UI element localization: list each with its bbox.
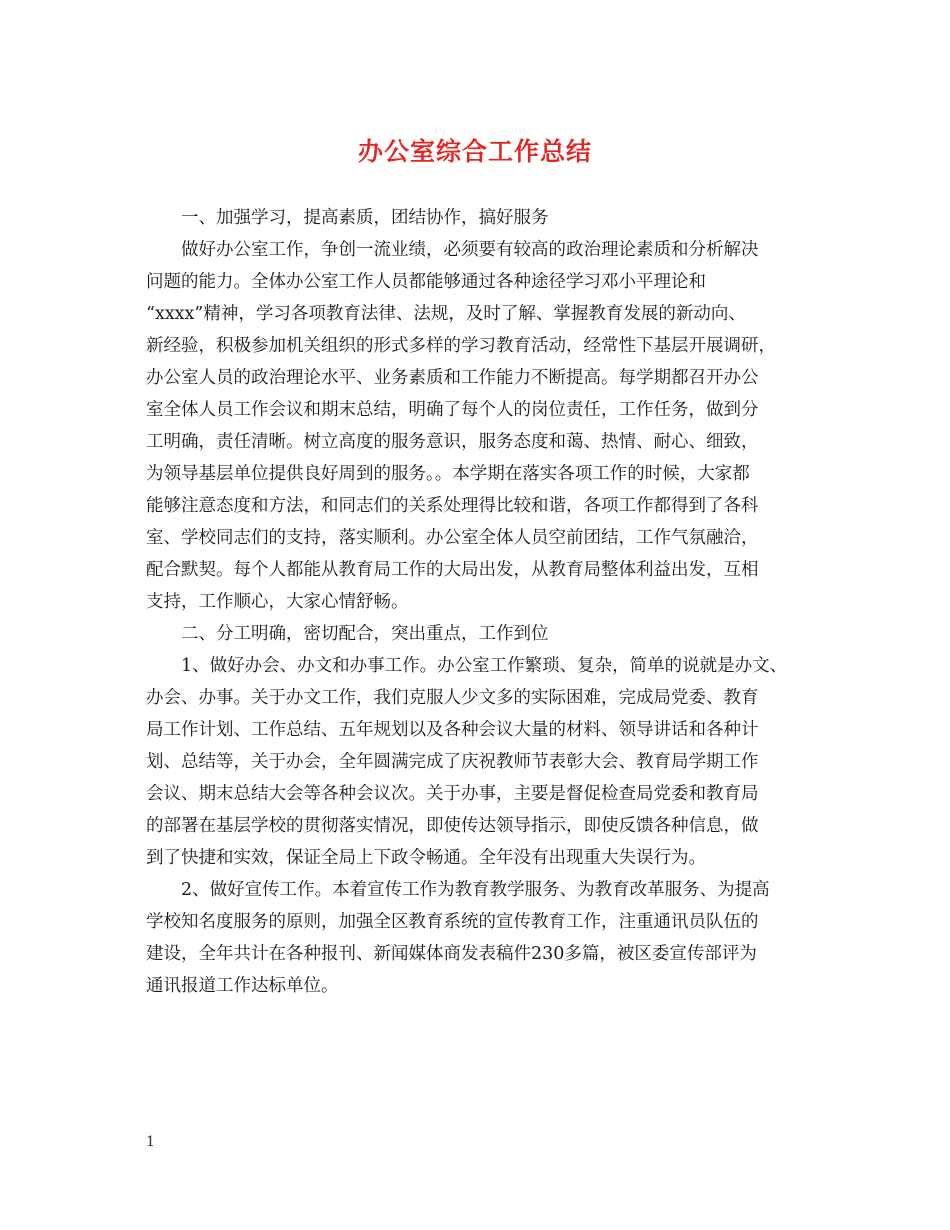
document-title: 办公室综合工作总结	[357, 137, 592, 166]
body-line: 能够注意态度和方法，和同志们的关系处理得比较和谐，各项工作都得到了各科	[146, 496, 759, 516]
body-line: 1、做好办会、办文和办事工作。办公室工作繁琐、复杂，简单的说就是办文、	[181, 656, 788, 676]
section-heading: 二、分工明确，密切配合，突出重点，工作到位	[181, 624, 549, 644]
body-line: 办公室人员的政治理论水平、业务素质和工作能力不断提高。每学期都召开办公	[146, 368, 759, 388]
body-line: 室、学校同志们的支持，落实顺利。办公室全体人员空前团结，工作气氛融洽，	[146, 528, 759, 548]
body-line: 支持，工作顺心，大家心情舒畅。	[146, 592, 409, 612]
page-number: 1	[146, 1134, 155, 1150]
body-line: “xxxx”精神，学习各项教育法律、法规，及时了解、掌握教育发展的新动向、	[146, 304, 746, 324]
body-line: 配合默契。每个人都能从教育局工作的大局出发，从教育局整体利益出发，互相	[146, 560, 759, 580]
body-line: 到了快捷和实效，保证全局上下政令畅通。全年没有出现重大失误行为。	[146, 848, 706, 868]
body-line: 会议、期末总结大会等各种会议次。关于办事，主要是督促检查局党委和教育局	[146, 784, 759, 804]
body-line: 为领导基层单位提供良好周到的服务。。本学期在落实各项工作的时候，大家都	[146, 464, 750, 484]
body-line: 问题的能力。全体办公室工作人员都能够通过各种途径学习邓小平理论和	[146, 272, 706, 292]
body-line: 划、总结等，关于办会，全年圆满完成了庆祝教师节表彰大会、教育局学期工作	[146, 752, 759, 772]
body-line: 办会、办事。关于办文工作，我们克服人少文多的实际困难，完成局党委、教育	[146, 688, 759, 708]
body-line: 通讯报道工作达标单位。	[146, 976, 339, 996]
body-line: 建设，全年共计在各种报刊、新闻媒体商发表稿件230多篇，被区委宣传部评为	[146, 944, 757, 964]
body-line: 的部署在基层学校的贯彻落实情况，即使传达领导指示，即使反馈各种信息，做	[146, 816, 759, 836]
body-line: 学校知名度服务的原则，加强全区教育系统的宣传教育工作，注重通讯员队伍的	[146, 912, 759, 932]
body-line: 2、做好宣传工作。本着宣传工作为教育教学服务、为教育改革服务、为提高	[181, 880, 770, 900]
body-line: 室全体人员工作会议和期末总结，明确了每个人的岗位责任，工作任务，做到分	[146, 400, 759, 420]
body-line: 局工作计划、工作总结、五年规划以及各种会议大量的材料、领导讲话和各种计	[146, 720, 759, 740]
body-line: 新经验，积极参加机关组织的形式多样的学习教育活动，经常性下基层开展调研，	[146, 336, 776, 356]
body-line: 工明确，责任清晰。树立高度的服务意识，服务态度和蔼、热情、耐心、细致，	[146, 432, 759, 452]
body-line: 做好办公室工作，争创一流业绩，必须要有较高的政治理论素质和分析解决	[181, 240, 759, 260]
section-heading: 一、加强学习，提高素质，团结协作，搞好服务	[181, 208, 549, 228]
